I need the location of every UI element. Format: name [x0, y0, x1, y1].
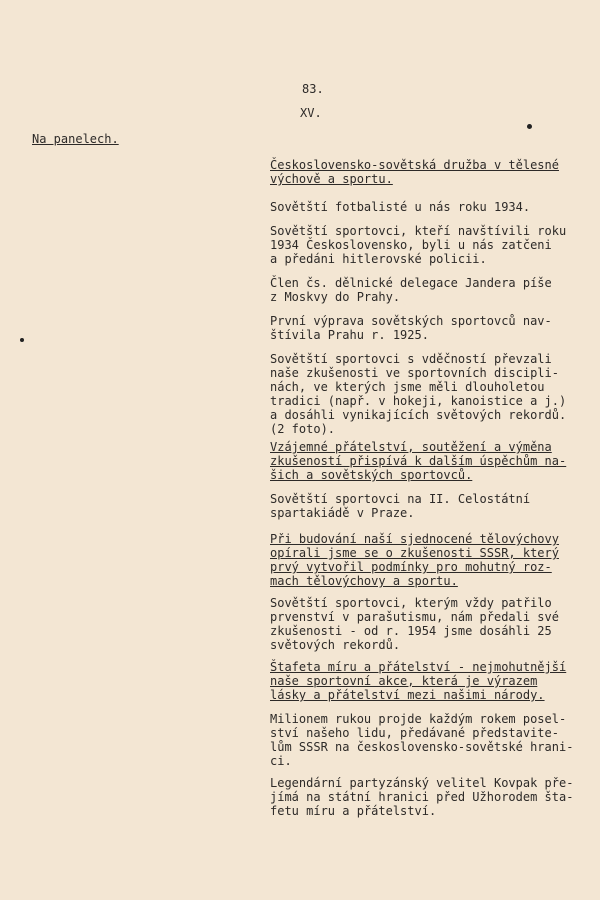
- ink-speck: [20, 338, 24, 342]
- entry-line: fetu míru a přátelství.: [270, 804, 437, 818]
- text-entry: [270, 314, 600, 342]
- text-entry: [270, 276, 600, 304]
- entry-line: nách, ve kterých jsme měli dlouholetou: [270, 380, 545, 394]
- page-number: 83.: [302, 82, 324, 96]
- text-entry: [270, 158, 600, 186]
- entry-line: naše sportovní akce, která je výrazem: [270, 674, 538, 688]
- text-entry: [270, 352, 600, 436]
- entry-line: Štafeta míru a přátelství - nejmohutnější: [270, 660, 567, 674]
- entry-line: První výprava sovětských sportovců nav-: [270, 314, 552, 328]
- entry-line: výchově a sportu.: [270, 172, 393, 186]
- entry-line: Sovětští sportovci na II. Celostátní: [270, 492, 531, 506]
- entry-line: Při budování naší sjednocené tělovýchovy: [270, 532, 559, 546]
- entry-line: lásky a přátelství mezi našimi národy.: [270, 688, 545, 702]
- entry-line: tradici (např. v hokeji, kanoistice a j.): [270, 394, 567, 408]
- text-entry: [270, 712, 600, 768]
- entry-line: zkušenosti - od r. 1954 jsme dosáhli 25: [270, 624, 552, 638]
- ink-speck: [527, 124, 532, 129]
- entry-line: Československo-sovětská družba v tělesné: [270, 158, 559, 172]
- entry-line: jímá na státní hranici před Užhorodem šta-: [270, 790, 574, 804]
- text-entry: [270, 660, 600, 702]
- entry-line: štívila Prahu r. 1925.: [270, 328, 429, 342]
- entry-line: (2 foto).: [270, 422, 336, 436]
- entry-line: naše zkušenosti ve sportovních discipli-: [270, 366, 559, 380]
- entry-line: lům SSSR na československo-sovětské hrani-: [270, 740, 574, 754]
- entry-line: ci.: [270, 754, 292, 768]
- text-entry: [270, 596, 600, 652]
- text-entry: [270, 776, 600, 818]
- entry-line: mach tělovýchovy a sportu.: [270, 574, 458, 588]
- text-entry: [270, 492, 600, 520]
- entry-line: prvý vytvořil podmínky pro mohutný roz-: [270, 560, 552, 574]
- entry-line: světových rekordů.: [270, 638, 401, 652]
- entry-line: 1934 Československo, byli u nás zatčeni: [270, 238, 552, 252]
- entry-line: z Moskvy do Prahy.: [270, 290, 401, 304]
- text-entry: [270, 532, 600, 588]
- chapter-number: XV.: [300, 106, 322, 120]
- entry-line: zkušeností přispívá k dalším úspěchům na-: [270, 454, 567, 468]
- entry-line: Sovětští sportovci, kterým vždy patřilo: [270, 596, 552, 610]
- entry-line: prvenství v parašutismu, nám předali své: [270, 610, 559, 624]
- entry-line: Milionem rukou projde každým rokem posel-: [270, 712, 567, 726]
- entry-line: Vzájemné přátelství, soutěžení a výměna: [270, 440, 552, 454]
- entry-line: a předáni hitlerovské policii.: [270, 252, 487, 266]
- entry-line: spartakiádě v Praze.: [270, 506, 415, 520]
- entry-line: šich a sovětských sportovců.: [270, 468, 473, 482]
- text-entry: [270, 224, 600, 266]
- entry-line: Legendární partyzánský velitel Kovpak pře-: [270, 776, 574, 790]
- text-entry: [270, 440, 600, 482]
- entry-line: Člen čs. dělnické delegace Jandera píše: [270, 276, 552, 290]
- text-entry: [270, 200, 600, 214]
- side-note: Na panelech.: [32, 132, 119, 146]
- entry-line: Sovětští sportovci s vděčností převzali: [270, 352, 552, 366]
- entry-line: ství našeho lidu, předávané představite-: [270, 726, 559, 740]
- entry-line: a dosáhli vynikajících světových rekordů.: [270, 408, 567, 422]
- entry-line: Sovětští sportovci, kteří navštívili roku: [270, 224, 567, 238]
- entry-line: opírali jsme se o zkušenosti SSSR, který: [270, 546, 559, 560]
- entry-line: Sovětští fotbalisté u nás roku 1934.: [270, 200, 531, 214]
